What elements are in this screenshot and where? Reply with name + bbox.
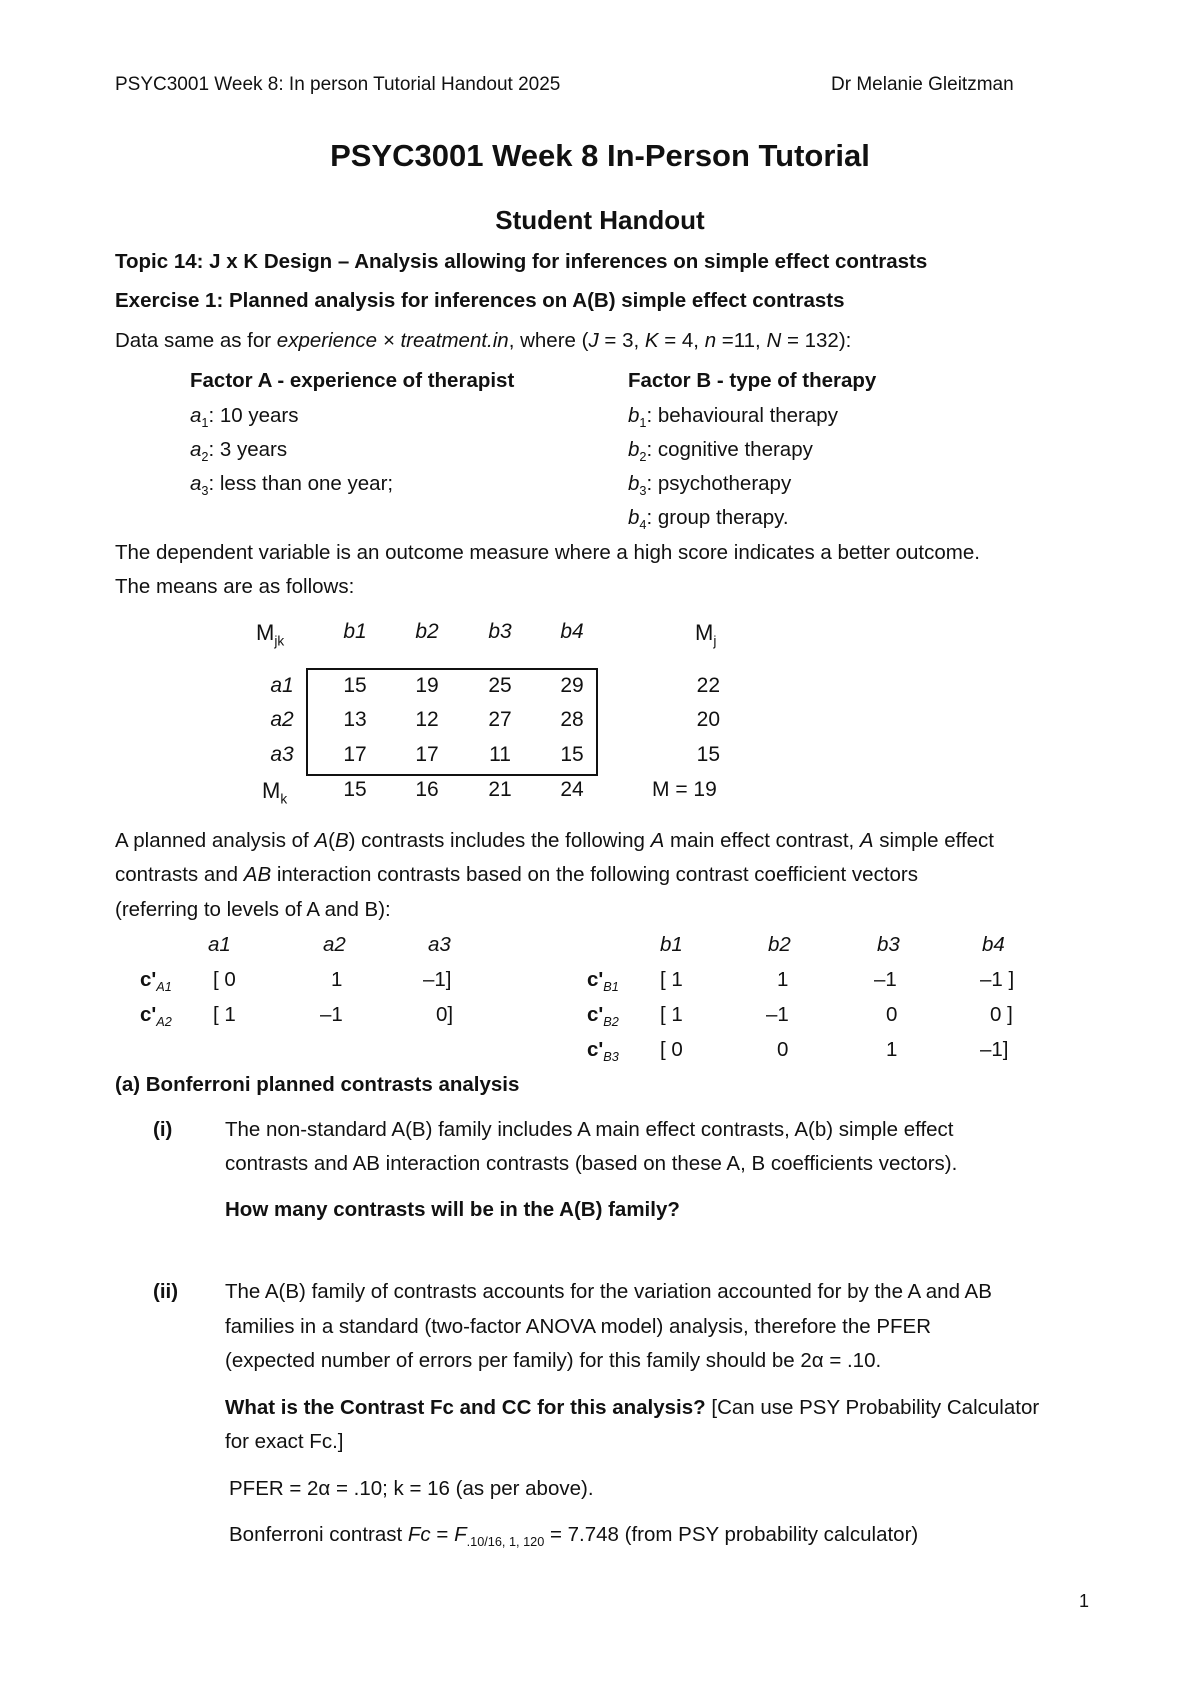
contrast-label-b1: $c'_{B1}$ xyxy=(587,968,619,995)
factor-b-level-1: $b_1$: behavioural therapy xyxy=(628,404,838,431)
mean-cell: 19 xyxy=(415,674,439,697)
contrast-value: [ 0 xyxy=(660,1038,683,1061)
section-a-heading: (a) Bonferroni planned contrasts analysis xyxy=(115,1073,520,1096)
contrast-a-header: a3 xyxy=(428,933,451,956)
part-ii-line-3: (expected number of errors per family) for this family should be 2α = .10. xyxy=(225,1349,882,1372)
mean-cell: 25 xyxy=(488,674,512,697)
factor-a-level-3: $a_3$: less than one year; xyxy=(190,472,394,499)
row-mean: 20 xyxy=(696,708,720,731)
contrast-b-header: b2 xyxy=(768,933,791,956)
contrast-value: [ 0 xyxy=(213,968,236,991)
mean-cell: 15 xyxy=(560,743,584,766)
contrast-label-b3: $c'_{B3}$ xyxy=(587,1038,619,1065)
part-i-line-2: contrasts and AB interaction contrasts (based on these A, B coefficients vectors). xyxy=(225,1152,958,1175)
col-mean: 16 xyxy=(415,778,439,801)
contrast-value: 0 ] xyxy=(990,1003,1013,1026)
part-ii-label: (ii) xyxy=(153,1280,179,1303)
contrast-value: 0 xyxy=(777,1038,789,1061)
mean-cell: 15 xyxy=(343,674,367,697)
means-row-header: a2 xyxy=(270,708,294,731)
pfer-line: PFER = 2α = .10; k = 16 (as per above). xyxy=(229,1477,594,1500)
contrast-b-header: b1 xyxy=(660,933,683,956)
contrast-label-a2: $c'_{A2}$ xyxy=(140,1003,172,1030)
contrast-value: [ 1 xyxy=(660,1003,683,1026)
part-i-line-1: The non-standard A(B) family includes A main effect contrasts, A(b) simple effect xyxy=(225,1118,954,1141)
mean-cell: 29 xyxy=(560,674,584,697)
page-subtitle: Student Handout xyxy=(495,205,705,235)
mean-cell: 17 xyxy=(343,743,367,766)
col-mean: 24 xyxy=(560,778,584,801)
contrast-b-header: b4 xyxy=(982,933,1005,956)
means-col-header: b1 xyxy=(343,620,367,643)
data-description: Data same as for experience × treatment.in, where (J = 3, K = 4, n =11, N = 132): xyxy=(115,329,852,352)
contrast-b-header: b3 xyxy=(877,933,900,956)
means-col-header: b3 xyxy=(488,620,512,643)
planned-para-line-2: contrasts and AB interaction contrasts based on the following contrast coefficient vectors xyxy=(115,863,918,886)
grand-mean: M = 19 xyxy=(652,778,717,801)
row-means-label: $M_j$ xyxy=(695,620,717,649)
part-i-label: (i) xyxy=(153,1118,173,1141)
row-mean: 15 xyxy=(696,743,720,766)
contrast-value: –1] xyxy=(980,1038,1009,1061)
contrast-value: [ 1 xyxy=(213,1003,236,1026)
mean-cell: 12 xyxy=(415,708,439,731)
contrast-a-header: a2 xyxy=(323,933,346,956)
factor-a-heading: Factor A - experience of therapist xyxy=(190,369,515,392)
planned-para-line-1: A planned analysis of A(B) contrasts includes the following A main effect contrast, A simple effect xyxy=(115,829,995,852)
contrast-value: –1 xyxy=(320,1003,343,1026)
factor-b-level-4: $b_4$: group therapy. xyxy=(628,506,789,533)
means-corner-label: $M_{jk}$ xyxy=(256,620,285,649)
header-right: Dr Melanie Gleitzman xyxy=(831,74,1014,95)
page-title: PSYC3001 Week 8 In-Person Tutorial xyxy=(330,138,870,173)
mean-cell: 28 xyxy=(560,708,584,731)
part-ii-question-line-2: for exact Fc.] xyxy=(225,1430,344,1453)
contrast-value: [ 1 xyxy=(660,968,683,991)
contrast-label-a1: $c'_{A1}$ xyxy=(140,968,172,995)
contrast-label-b2: $c'_{B2}$ xyxy=(587,1003,619,1030)
row-mean: 22 xyxy=(696,674,720,697)
means-intro: The means are as follows: xyxy=(115,575,355,598)
contrast-value: –1 ] xyxy=(980,968,1015,991)
planned-para-line-3: (referring to levels of A and B): xyxy=(115,898,391,921)
col-means-label: $M_k$ xyxy=(262,778,288,807)
mean-cell: 11 xyxy=(489,743,511,766)
factor-b-heading: Factor B - type of therapy xyxy=(628,369,877,392)
topic-heading: Topic 14: J x K Design – Analysis allowing for inferences on simple effect contrasts xyxy=(115,250,928,273)
means-row-header: a3 xyxy=(270,743,294,766)
means-col-header: b2 xyxy=(415,620,439,643)
col-mean: 21 xyxy=(488,778,512,801)
part-i-question: How many contrasts will be in the A(B) family? xyxy=(225,1198,680,1221)
factor-a-level-2: $a_2$: 3 years xyxy=(190,438,288,465)
contrast-value: –1 xyxy=(766,1003,789,1026)
means-row-header: a1 xyxy=(270,674,294,697)
dv-description: The dependent variable is an outcome measure where a high score indicates a better outcome. xyxy=(115,541,980,564)
page-number: 1 xyxy=(1079,1591,1090,1611)
factor-b-level-2: $b_2$: cognitive therapy xyxy=(628,438,813,465)
contrast-value: 1 xyxy=(331,968,343,991)
contrast-value: 1 xyxy=(886,1038,898,1061)
contrast-a-header: a1 xyxy=(208,933,231,956)
bonferroni-line: Bonferroni contrast $Fc = F_{.10/16, 1, 120} = 7.748$ (from PSY probability calculator) xyxy=(229,1523,919,1550)
part-ii-line-2: families in a standard (two-factor ANOVA model) analysis, therefore the PFER xyxy=(225,1315,932,1338)
factor-b-level-3: $b_3$: psychotherapy xyxy=(628,472,792,499)
means-col-header: b4 xyxy=(560,620,584,643)
mean-cell: 27 xyxy=(488,708,512,731)
mean-cell: 17 xyxy=(415,743,439,766)
contrast-value: 0] xyxy=(436,1003,454,1026)
mean-cell: 13 xyxy=(343,708,367,731)
col-mean: 15 xyxy=(343,778,367,801)
contrast-value: 1 xyxy=(777,968,789,991)
contrast-value: –1 xyxy=(874,968,897,991)
part-ii-question: What is the Contrast Fc and CC for this analysis? [Can use PSY Probability Calculator xyxy=(225,1396,1040,1419)
part-ii-line-1: The A(B) family of contrasts accounts for the variation accounted for by the A and AB xyxy=(225,1280,992,1303)
exercise-heading: Exercise 1: Planned analysis for inferences on A(B) simple effect contrasts xyxy=(115,289,845,312)
header-left: PSYC3001 Week 8: In person Tutorial Handout 2025 xyxy=(115,74,561,95)
contrast-value: –1] xyxy=(423,968,452,991)
contrast-value: 0 xyxy=(886,1003,898,1026)
factor-a-level-1: $a_1$: 10 years xyxy=(190,404,299,431)
